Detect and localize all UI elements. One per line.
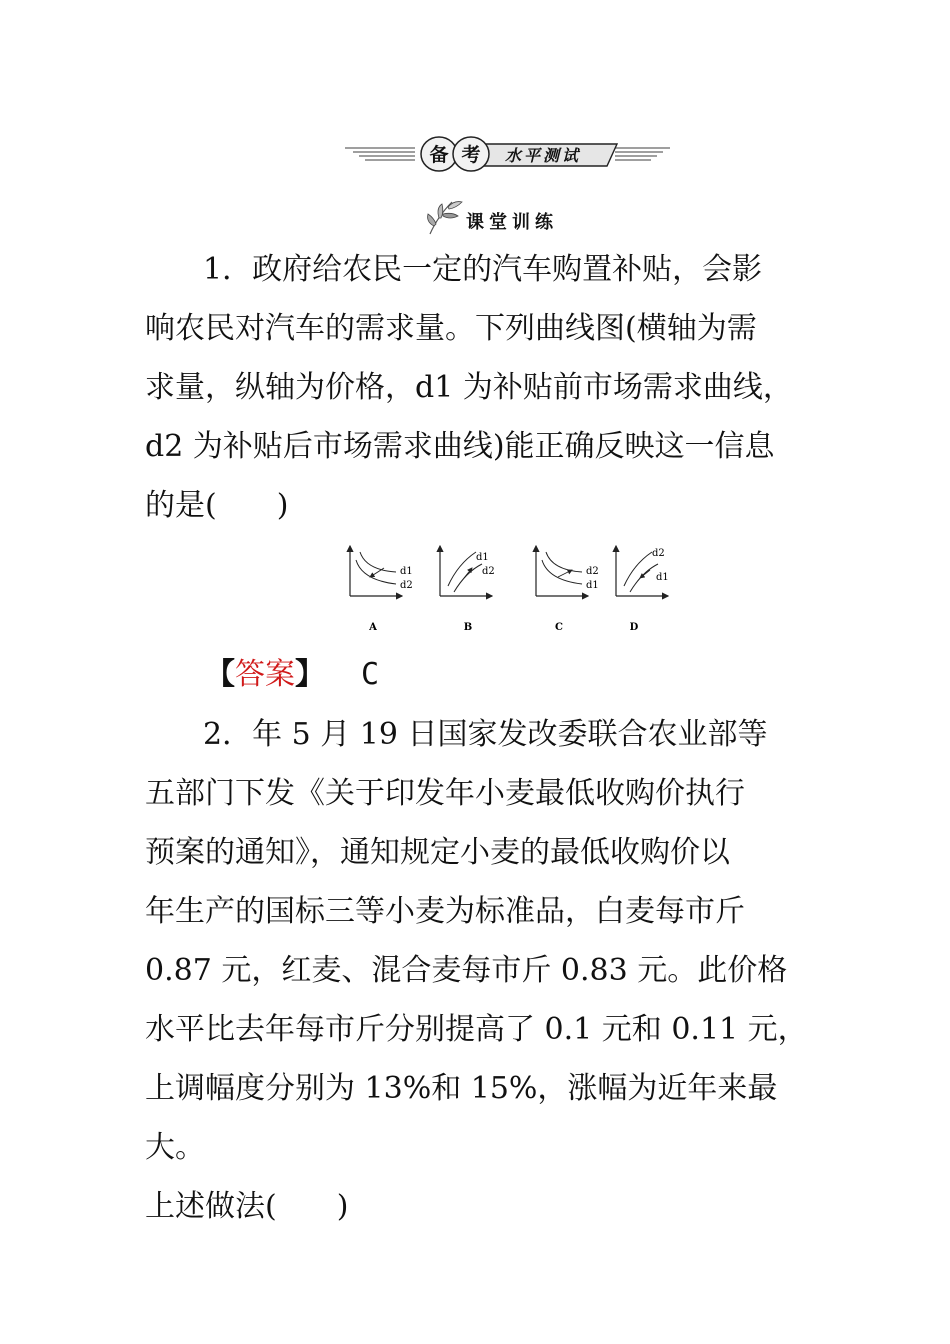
option-d-diagram: [616, 546, 669, 633]
option-a-label: A: [369, 622, 377, 633]
question-2-line: 上述做法( ): [145, 1189, 349, 1224]
option-diagrams: [340, 540, 680, 640]
header-banner: [345, 132, 675, 176]
question-1: [145, 240, 825, 535]
question-2-line: 五部门下发《关于印发年小麦最低收购价执行: [145, 776, 745, 811]
option-a-curve-top: d1: [400, 566, 413, 577]
question-2-line: 水平比去年每市斤分别提高了 0.1 元和 0.11 元，: [145, 1012, 808, 1047]
option-b-curve-bottom: d2: [482, 566, 495, 577]
question-2: [145, 705, 825, 1236]
option-c-label: C: [555, 622, 563, 633]
answer-bracket-open: 【: [205, 657, 235, 692]
section-title-text: 课堂训练: [466, 212, 558, 233]
answer-value: C: [361, 657, 380, 692]
option-d-curve-top: d2: [652, 548, 665, 559]
answer-label: 答案: [235, 657, 295, 692]
option-d-label: D: [629, 622, 639, 633]
header-text: 水平测试: [504, 146, 582, 165]
option-b-label: B: [463, 622, 473, 633]
leaf-icon: [424, 198, 466, 238]
question-1-line: 的是( ): [145, 488, 289, 523]
header-char-1: 备: [429, 144, 449, 166]
question-2-line: 上调幅度分别为 13%和 15%，涨幅为近年来最大。: [145, 1071, 778, 1165]
question-2-line: 年生产的国标三等小麦为标准品，白麦每市斤: [145, 894, 745, 929]
question-1-line: 响农民对汽车的需求量。下列曲线图(横轴为需: [145, 311, 757, 346]
answer-bracket-close: 】: [295, 657, 325, 692]
section-title: [424, 198, 604, 238]
option-c-curve-top: d2: [586, 566, 599, 577]
question-1-line: 求量，纵轴为价格，d1 为补贴前市场需求曲线，: [145, 370, 793, 405]
option-a-diagram: [350, 546, 413, 633]
option-a-curve-bottom: d2: [400, 580, 413, 591]
question-1-line: d2 为补贴后市场需求曲线)能正确反映这一信息: [145, 429, 775, 464]
option-c-diagram: [536, 546, 599, 633]
option-b-diagram: [440, 546, 495, 633]
question-1-line: 1．政府给农民一定的汽车购置补贴，会影: [203, 252, 763, 287]
option-c-curve-bottom: d1: [586, 580, 599, 591]
question-2-line: 预案的通知》，通知规定小麦的最低收购价以: [145, 835, 730, 870]
question-2-line: 0.87 元，红麦、混合麦每市斤 0.83 元。此价格: [145, 953, 788, 988]
option-b-curve-top: d1: [476, 552, 489, 563]
option-d-curve-bottom: d1: [656, 572, 669, 583]
answer-line: [205, 650, 379, 700]
header-char-2: 考: [461, 144, 481, 166]
question-2-line: 2．年 5 月 19 日国家发改委联合农业部等: [203, 717, 768, 752]
